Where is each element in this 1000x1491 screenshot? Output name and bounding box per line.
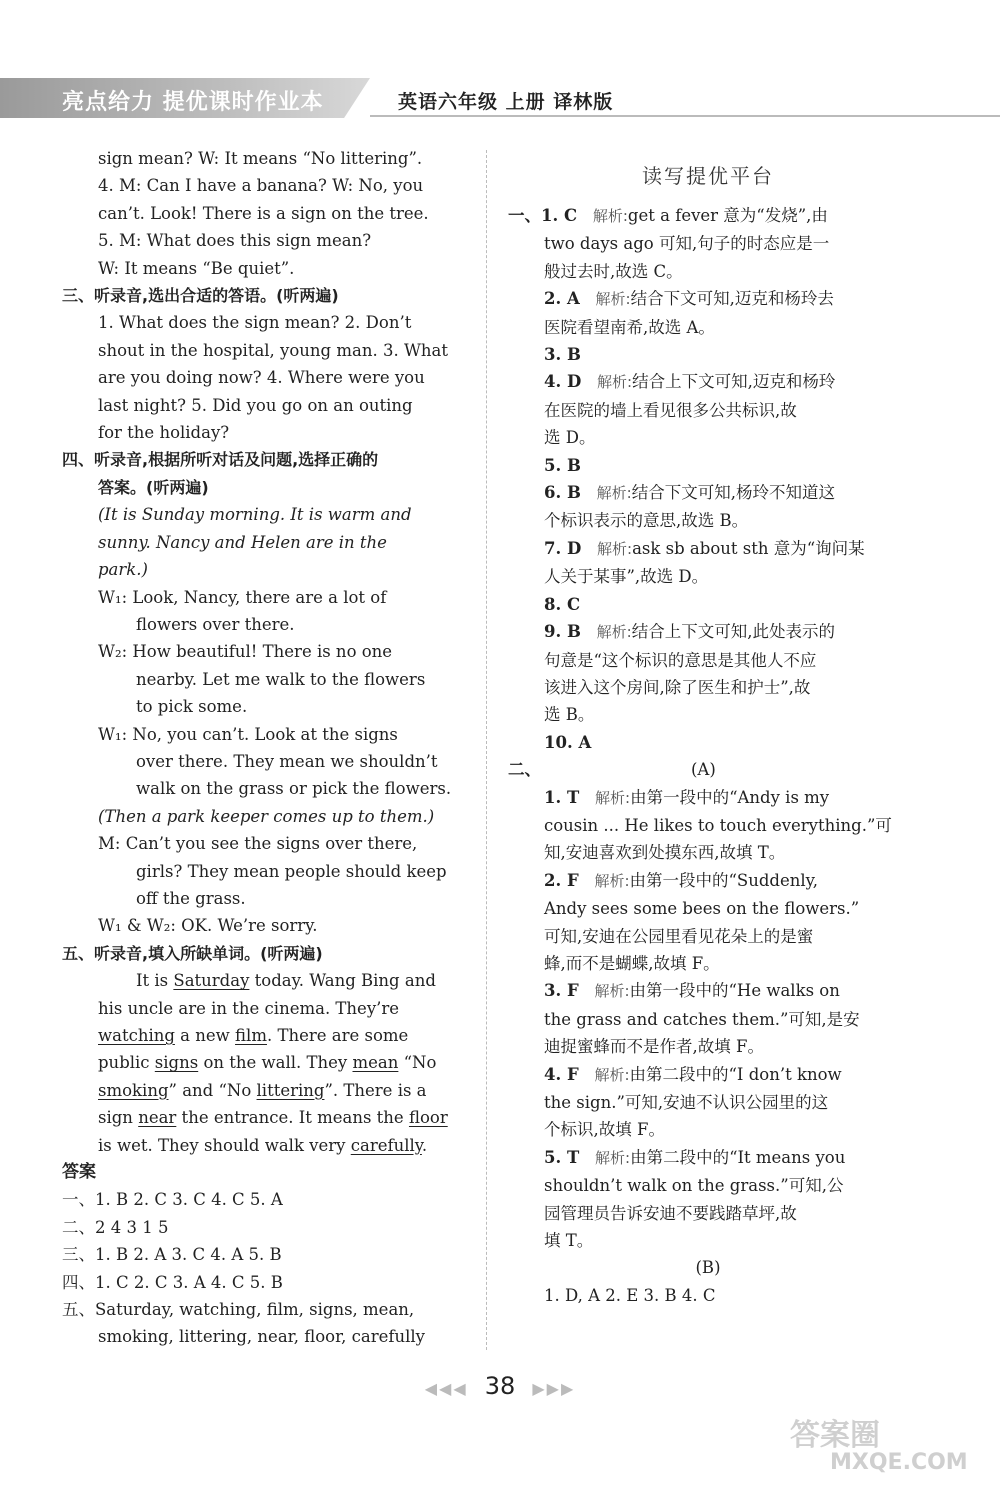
- analysis-label: 解析:: [594, 871, 630, 890]
- passage-line: [62, 1132, 467, 1159]
- passage-text: It is: [136, 971, 174, 991]
- scene-description: park.): [98, 560, 148, 580]
- analysis-text: 结合上下文可知,此处表示的: [631, 622, 835, 642]
- watermark-logo: 答案圈: [790, 1418, 880, 1453]
- dialogue-line: off the grass.: [136, 888, 246, 908]
- analysis-label: 解析:: [595, 788, 631, 807]
- analysis-text: 由第一段中的“Andy is my: [630, 787, 830, 807]
- passage-line: [62, 967, 467, 994]
- answer-key: 5. T: [544, 1147, 580, 1167]
- analysis-line: the grass and catches them.”可知,是安: [544, 1009, 860, 1029]
- filled-word: littering: [256, 1080, 325, 1100]
- watermark-url: MXQE.COM: [830, 1450, 968, 1475]
- text-line: for the holiday?: [98, 423, 230, 443]
- text-line: last night? 5. Did you go on an outing: [98, 395, 413, 415]
- filled-word: near: [138, 1108, 177, 1128]
- analysis-line: 人关于某事”,故选 D。: [544, 567, 709, 587]
- text-line: are you doing now? 4. Where were you: [98, 368, 425, 388]
- answer-item: [508, 977, 908, 1005]
- passage-text: is wet. They should walk very: [98, 1135, 351, 1155]
- analysis-label: 解析:: [595, 290, 631, 309]
- dialogue-line: W₁ & W₂: OK. We’re sorry.: [98, 916, 318, 936]
- section-heading-2: 二、: [508, 760, 541, 780]
- part-label-a: (A): [691, 760, 716, 780]
- analysis-label: 解析:: [594, 982, 630, 1001]
- analysis-line: Andy sees some bees on the flowers.”: [544, 899, 860, 919]
- analysis-line: 句意是“这个标识的意思是其他人不应: [544, 650, 817, 670]
- dialogue-line: W₂: How beautiful! There is no one: [98, 642, 393, 662]
- analysis-line: 该进入这个房间,除了医生和护士”,故: [544, 677, 811, 697]
- filled-word: Saturday: [173, 971, 250, 991]
- book-series-title: 亮点给力 提优课时作业本: [62, 90, 324, 115]
- text-line: 5. M: What does this sign mean?: [98, 231, 372, 251]
- dialogue-line: to pick some.: [136, 697, 248, 717]
- filled-word: signs: [154, 1053, 199, 1073]
- analysis-label: 解析:: [592, 207, 628, 225]
- analysis-line: 医院看望南希,故选 A。: [544, 317, 715, 337]
- answer-key: 4. F: [544, 1064, 579, 1084]
- filled-word: smoking: [98, 1080, 169, 1100]
- analysis-text: 结合上下文可知,迈克和杨玲: [632, 372, 836, 392]
- filled-word: film: [235, 1026, 267, 1045]
- dialogue-line: nearby. Let me walk to the flowers: [136, 669, 426, 689]
- filled-word: carefully: [350, 1135, 422, 1155]
- analysis-text: 结合下文可知,迈克和杨玲去: [630, 289, 834, 309]
- answers-heading: 答案: [62, 1162, 96, 1183]
- analysis-text: 由第一段中的“He walks on: [629, 981, 840, 1001]
- header-rule: [370, 115, 1000, 117]
- section-2-row: [508, 756, 908, 783]
- answer-item: [508, 285, 908, 313]
- answer-key: 9. B: [544, 622, 581, 642]
- passage-text: ”. There is a: [324, 1080, 427, 1100]
- right-column: [508, 202, 908, 1309]
- analysis-line: 迪捉蜜蜂而不是作者,故填 F。: [544, 1037, 764, 1057]
- analysis-text: 结合下文可知,杨玲不知道这: [631, 483, 835, 503]
- answer-item: [508, 368, 908, 396]
- analysis-label: 解析:: [597, 373, 633, 392]
- passage-text: ” and “No: [168, 1080, 257, 1100]
- section-heading-3: 三、听录音,选出合适的答语。(听两遍): [62, 286, 339, 306]
- page-footer: [0, 1372, 1000, 1400]
- analysis-line: 园管理员告诉安迪不要践踏草坪,故: [544, 1203, 797, 1223]
- answer-line: 1. D, A 2. E 3. B 4. C: [544, 1285, 716, 1305]
- passage-text: .: [421, 1135, 428, 1155]
- passage-line: [62, 1049, 467, 1076]
- analysis-label: 解析:: [597, 539, 633, 558]
- part-label-b: (B): [695, 1258, 721, 1278]
- answer-item: [508, 618, 908, 646]
- answer-line: 五、Saturday, watching, film, signs, mean,: [62, 1300, 415, 1320]
- analysis-line: 知,安迪喜欢到处摸东西,故填 T。: [544, 843, 786, 863]
- answer-item: [508, 535, 908, 563]
- analysis-line: 蜂,而不是蝴蝶,故填 F。: [544, 953, 720, 973]
- text-line: W: It means “Be quiet”.: [98, 258, 295, 278]
- answer-key: 1. T: [544, 787, 580, 807]
- passage-text: sign: [98, 1108, 139, 1128]
- dialogue-line: W₁: Look, Nancy, there are a lot of: [98, 587, 387, 607]
- answer-line: 一、1. B 2. C 3. C 4. C 5. A: [62, 1190, 283, 1210]
- answer-key: 7. D: [544, 538, 582, 558]
- answer-key: 2. F: [544, 870, 579, 890]
- answer-item: [508, 202, 908, 230]
- answer-key: 3. F: [544, 981, 579, 1001]
- answer-item: [508, 479, 908, 507]
- analysis-line: 在医院的墙上看见很多公共标识,故: [544, 400, 797, 420]
- section-title: 读写提优平台: [642, 164, 774, 188]
- passage-text: . There are some: [266, 1026, 409, 1045]
- analysis-line: shouldn’t walk on the grass.”可知,公: [544, 1176, 844, 1196]
- analysis-text: get a fever 意为“发烧”,由: [627, 206, 828, 225]
- answer-line: 四、1. C 2. C 3. A 4. C 5. B: [62, 1272, 283, 1292]
- analysis-line: 选 B。: [544, 705, 595, 725]
- analysis-line: 可知,安迪在公园里看见花朵上的是蜜: [544, 926, 814, 946]
- dialogue-line: M: Can’t you see the signs over there,: [98, 834, 418, 854]
- analysis-text: ask sb about sth 意为“询问某: [632, 538, 865, 558]
- dialogue-line: over there. They mean we shouldn’t: [136, 751, 438, 771]
- passage-text: the entrance. It means the: [176, 1108, 409, 1128]
- arrow-left-icon: ◀◀◀: [424, 1379, 468, 1398]
- page-number: 38: [484, 1372, 516, 1400]
- answer-line: 三、1. B 2. A 3. C 4. A 5. B: [62, 1245, 282, 1265]
- left-column: [62, 145, 467, 1351]
- passage-line: [62, 1077, 467, 1104]
- passage-text: today. Wang Bing and: [249, 971, 436, 991]
- analysis-label: 解析:: [596, 484, 632, 503]
- analysis-text: 由第二段中的“It means you: [630, 1147, 846, 1167]
- analysis-line: two days ago 可知,句子的时态应是一: [544, 234, 830, 254]
- answer-line: 二、2 4 3 1 5: [62, 1217, 169, 1237]
- column-divider: [486, 150, 487, 1350]
- text-line: 4. M: Can I have a banana? W: No, you: [98, 176, 424, 196]
- analysis-line: the sign.”可知,安迪不认识公园里的这: [544, 1093, 829, 1112]
- analysis-label: 解析:: [595, 1148, 631, 1167]
- page-header: [0, 78, 1000, 118]
- passage-line: [62, 1022, 467, 1049]
- filled-word: mean: [352, 1053, 399, 1073]
- analysis-line: 选 D。: [544, 428, 596, 448]
- answer-item: [508, 784, 908, 812]
- text-line: shout in the hospital, young man. 3. What: [98, 340, 449, 360]
- dialogue-line: walk on the grass or pick the flowers.: [136, 779, 452, 799]
- passage-text: public: [98, 1053, 155, 1073]
- answer-key: 一、1. C: [508, 206, 578, 225]
- analysis-line: 个标识表示的意思,故选 B。: [544, 511, 749, 531]
- scene-description: (Then a park keeper comes up to them.): [98, 806, 435, 826]
- text-line: 1. What does the sign mean? 2. Don’t: [98, 313, 412, 333]
- analysis-label: 解析:: [596, 623, 632, 642]
- passage-text: a new: [174, 1026, 236, 1045]
- answer-item: [508, 1061, 908, 1089]
- analysis-line: 填 T。: [544, 1231, 594, 1251]
- book-subject-title: 英语六年级 上册 译林版: [398, 91, 614, 113]
- answer-item: 3. B: [544, 345, 581, 365]
- answer-item: [508, 867, 908, 895]
- answer-item: 10. A: [544, 732, 592, 752]
- text-line: sign mean? W: It means “No littering”.: [98, 149, 423, 168]
- analysis-text: 由第二段中的“I don’t know: [629, 1064, 842, 1084]
- filled-word: watching: [98, 1026, 175, 1045]
- answer-item: 5. B: [544, 455, 581, 475]
- answer-item: 8. C: [544, 594, 581, 614]
- analysis-line: 个标识,故填 F。: [544, 1120, 665, 1140]
- filled-word: floor: [408, 1108, 448, 1128]
- passage-text: on the wall. They: [198, 1053, 353, 1073]
- scene-description: (It is Sunday morning. It is warm and: [98, 505, 412, 525]
- dialogue-line: girls? They mean people should keep: [136, 861, 447, 881]
- passage-line: [62, 1104, 467, 1131]
- passage-text: “No: [398, 1053, 437, 1073]
- analysis-line: 般过去时,故选 C。: [544, 261, 683, 281]
- dialogue-line: flowers over there.: [136, 614, 295, 634]
- scene-description: sunny. Nancy and Helen are in the: [98, 532, 387, 552]
- passage-line: his uncle are in the cinema. They’re: [98, 998, 400, 1018]
- answer-line: smoking, littering, near, floor, carefully: [98, 1327, 425, 1347]
- text-line: can’t. Look! There is a sign on the tree.: [98, 203, 429, 223]
- analysis-text: 由第一段中的“Suddenly,: [629, 870, 819, 890]
- answer-key: 6. B: [544, 483, 581, 503]
- dialogue-line: W₁: No, you can’t. Look at the signs: [98, 724, 398, 744]
- analysis-label: 解析:: [594, 1065, 630, 1084]
- section-heading-5: 五、听录音,填入所缺单词。(听两遍): [62, 943, 323, 963]
- section-heading-4: 四、听录音,根据所听对话及问题,选择正确的: [62, 450, 379, 470]
- answer-key: 2. A: [544, 289, 580, 309]
- answer-item: [508, 1144, 908, 1172]
- analysis-line: cousin ... He likes to touch everything.”可: [544, 815, 892, 835]
- section-heading-4-cont: 答案。(听两遍): [98, 477, 209, 497]
- answer-key: 4. D: [544, 372, 582, 392]
- arrow-right-icon: ▶▶▶: [532, 1379, 576, 1398]
